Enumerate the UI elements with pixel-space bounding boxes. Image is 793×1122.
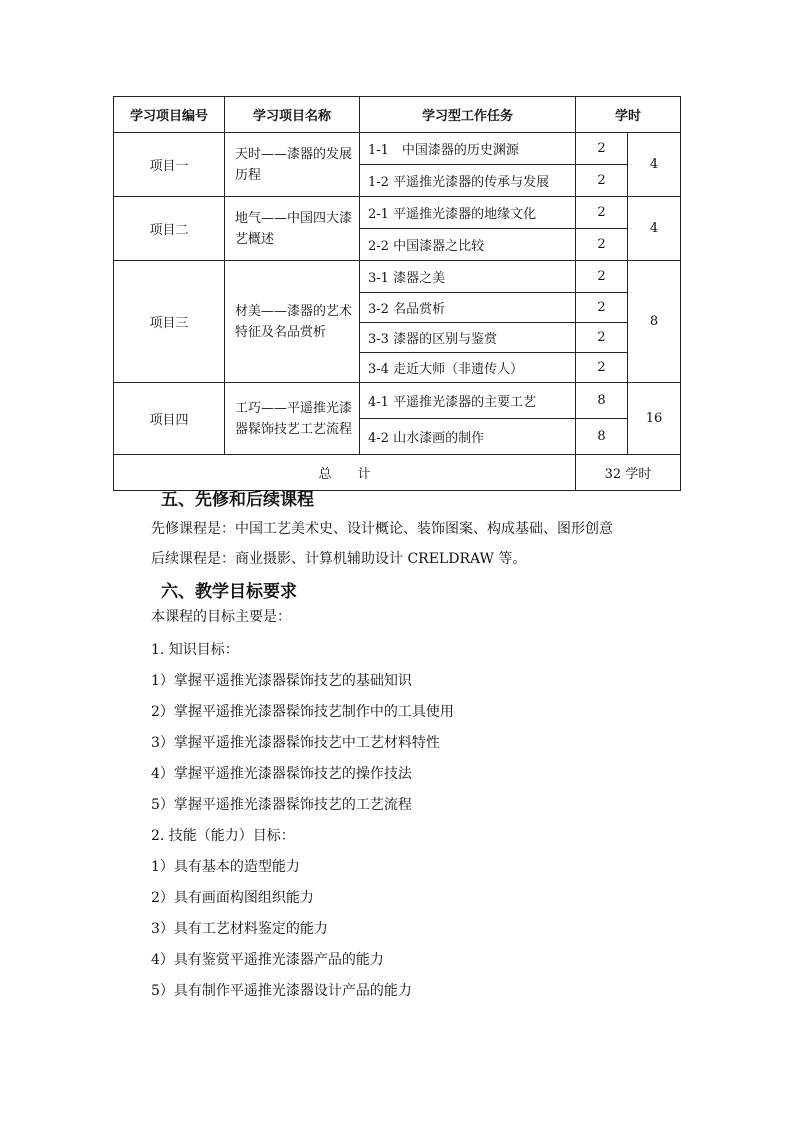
task-hours-cell: 2 (576, 323, 628, 353)
project-name-cell: 天时——漆器的发展历程 (225, 133, 360, 197)
task-hours-cell: 2 (576, 165, 628, 197)
task-cell: 2-1 平遥推光漆器的地缘文化 (360, 197, 576, 229)
task-hours-cell: 2 (576, 229, 628, 261)
header-project-name: 学习项目名称 (225, 97, 360, 133)
project-name-cell: 地气——中国四大漆艺概述 (225, 197, 360, 261)
section-6-heading: 六、教学目标要求 (161, 582, 297, 602)
skill-goal-item: 2）具有画面构图组织能力 (151, 890, 314, 906)
task-hours-cell: 2 (576, 133, 628, 165)
project-id-cell: 项目一 (114, 133, 225, 197)
project-id-cell: 项目三 (114, 261, 225, 383)
prerequisite-courses-text: 先修课程是：中国工艺美术史、设计概论、装饰图案、构成基础、图形创意 (151, 521, 613, 537)
follow-up-courses-text: 后续课程是：商业摄影、计算机辅助设计 CRELDRAW 等。 (151, 551, 527, 567)
task-cell: 2-2 中国漆器之比较 (360, 229, 576, 261)
task-hours-cell: 8 (576, 383, 628, 419)
knowledge-goal-item: 1）掌握平遥推光漆器髹饰技艺的基础知识 (151, 673, 412, 689)
goals-intro-text: 本课程的目标主要是： (151, 609, 291, 625)
task-cell: 3-2 名品赏析 (360, 293, 576, 323)
knowledge-goal-item: 4）掌握平遥推光漆器髹饰技艺的操作技法 (151, 766, 412, 782)
skill-goal-item: 5）具有制作平遥推光漆器设计产品的能力 (151, 983, 412, 999)
task-cell: 1-2 平遥推光漆器的传承与发展 (360, 165, 576, 197)
header-project-id: 学习项目编号 (114, 97, 225, 133)
project-total-hours-cell: 4 (628, 197, 681, 261)
knowledge-goals-title: 1. 知识目标： (151, 642, 239, 658)
task-cell: 4-1 平遥推光漆器的主要工艺 (360, 383, 576, 419)
header-work-task: 学习型工作任务 (360, 97, 576, 133)
task-cell: 3-1 漆器之美 (360, 261, 576, 293)
knowledge-goal-item: 3）掌握平遥推光漆器髹饰技艺中工艺材料特性 (151, 735, 440, 751)
table-row (114, 133, 681, 165)
task-cell: 3-4 走近大师（非遗传人） (360, 353, 576, 383)
table-row (114, 261, 681, 293)
task-cell: 3-3 漆器的区别与鉴赏 (360, 323, 576, 353)
knowledge-goal-item: 5）掌握平遥推光漆器髹饰技艺的工艺流程 (151, 797, 412, 813)
project-total-hours-cell: 16 (628, 383, 681, 455)
project-total-hours-cell: 4 (628, 133, 681, 197)
task-hours-cell: 2 (576, 293, 628, 323)
total-value-cell: 32 学时 (576, 455, 681, 491)
section-5-heading: 五、先修和后续课程 (161, 490, 314, 510)
total-label-cell: 总 计 (114, 455, 576, 491)
task-cell: 4-2 山水漆画的制作 (360, 419, 576, 455)
table-row (114, 383, 681, 419)
project-id-cell: 项目四 (114, 383, 225, 455)
task-hours-cell: 8 (576, 419, 628, 455)
project-name-cell: 工巧——平遥推光漆器髹饰技艺工艺流程 (225, 383, 360, 455)
skill-goal-item: 4）具有鉴赏平遥推光漆器产品的能力 (151, 952, 384, 968)
table-row (114, 197, 681, 229)
task-hours-cell: 2 (576, 197, 628, 229)
task-hours-cell: 2 (576, 353, 628, 383)
knowledge-goal-item: 2）掌握平遥推光漆器髹饰技艺制作中的工具使用 (151, 704, 454, 720)
skill-goal-item: 1）具有基本的造型能力 (151, 859, 300, 875)
task-cell: 1-1 中国漆器的历史渊源 (360, 133, 576, 165)
project-id-cell: 项目二 (114, 197, 225, 261)
project-name-cell: 材美——漆器的艺术特征及名品赏析 (225, 261, 360, 383)
header-hours: 学时 (576, 97, 681, 133)
skill-goals-title: 2. 技能（能力）目标： (151, 828, 295, 844)
project-total-hours-cell: 8 (628, 261, 681, 383)
task-hours-cell: 2 (576, 261, 628, 293)
skill-goal-item: 3）具有工艺材料鉴定的能力 (151, 921, 328, 937)
table-header-row (114, 97, 681, 133)
course-schedule-table (113, 96, 681, 491)
